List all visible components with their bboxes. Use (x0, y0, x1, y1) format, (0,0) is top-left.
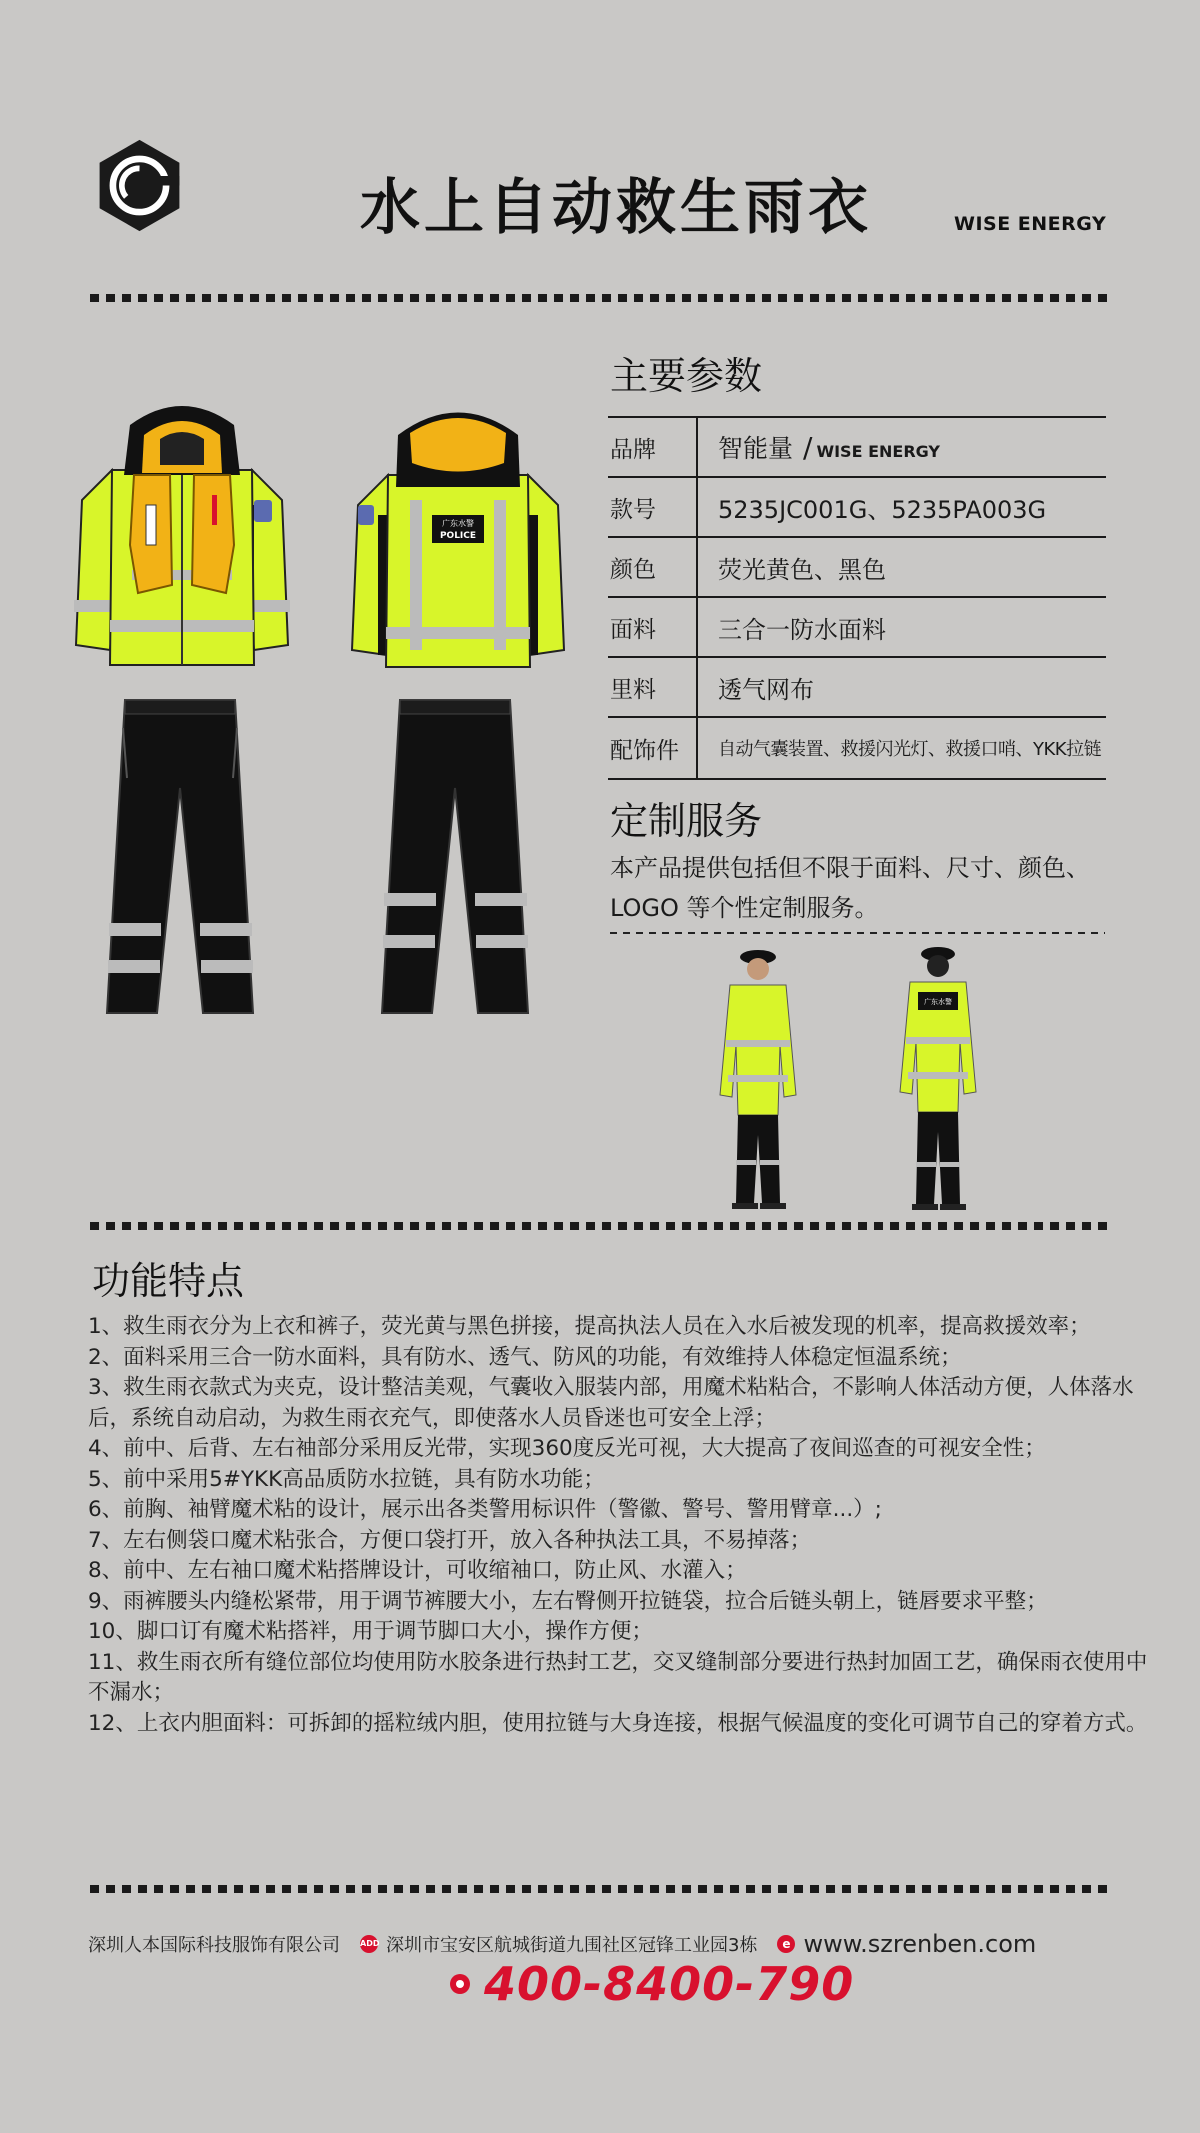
spec-label: 款号 (610, 496, 656, 523)
custom-description (610, 848, 1110, 928)
phone-icon (450, 1974, 470, 1994)
brand-name-cn: 智能量 (718, 434, 794, 463)
spec-value: 三合一防水面料 (718, 615, 886, 644)
feature-item: 6、前胸、袖臂魔术粘的设计，展示出各类警用标识件（警徽、警号、警用臂章...）; (88, 1497, 882, 1522)
features-heading: 功能特点 (92, 1259, 245, 1303)
phone-number[interactable]: 400-8400-790 (484, 1957, 855, 2011)
jacket-back-illustration (348, 405, 568, 670)
spec-row-brand (608, 416, 1106, 476)
spec-row-accessories (608, 716, 1106, 780)
features-list (88, 1312, 1153, 1739)
spec-label: 颜色 (610, 556, 656, 583)
spec-value: 荧光黄色、黑色 (718, 555, 886, 584)
spec-label: 里料 (610, 676, 656, 703)
brand-name-en-small: WISE ENERGY (816, 442, 941, 461)
footer-contact (88, 1930, 1118, 1958)
phone-block (450, 1957, 854, 2011)
divider-top (90, 294, 1110, 302)
web-icon: e (777, 1935, 795, 1953)
brand-name-en: WISE ENERGY (954, 213, 1107, 235)
spec-separator (696, 538, 698, 596)
divider-middle (90, 1222, 1110, 1230)
jacket-front-illustration (72, 395, 292, 670)
address-icon: ADD (360, 1935, 378, 1953)
spec-row-color (608, 536, 1106, 596)
custom-heading: 定制服务 (610, 799, 763, 843)
feature-item: 5、前中采用5#YKK高品质防水拉链，具有防水功能； (88, 1466, 605, 1492)
spec-separator (696, 418, 698, 476)
spec-value: 智能量 / WISE ENERGY (718, 431, 941, 464)
model-back-photo (888, 942, 988, 1217)
model-back-badge: 广东水警 (924, 998, 952, 1006)
params-heading: 主要参数 (610, 354, 763, 398)
feature-item: 7、左右侧袋口魔术粘张合，方便口袋打开，放入各种执法工具，不易掉落； (88, 1527, 812, 1553)
feature-item: 3、救生雨衣款式为夹克，设计整洁美观，气囊收入服装内部，用魔术粘粘合，不影响人体活动方便，人体落水后，系统自动启动，为救生雨衣充气，即使落水人员昏迷也可安全上浮； (88, 1375, 1134, 1431)
spec-separator (696, 718, 698, 778)
spec-label: 配饰件 (610, 737, 679, 764)
spec-row-fabric (608, 596, 1106, 656)
spec-separator (696, 598, 698, 656)
page-title: 水上自动救生雨衣 (360, 173, 872, 243)
back-badge-cn: 广东水警 (442, 519, 474, 528)
pants-front-illustration (105, 698, 255, 1016)
divider-bottom (90, 1885, 1110, 1893)
brand-logo (92, 138, 187, 233)
company-name: 深圳人本国际科技服饰有限公司 (88, 1935, 340, 1956)
back-badge-en: POLICE (439, 531, 477, 541)
feature-item: 8、前中、左右袖口魔术粘搭牌设计，可收缩袖口，防止风、水灌入； (88, 1558, 747, 1583)
divider-custom (610, 932, 1105, 934)
feature-item: 10、脚口订有魔术粘搭袢，用于调节脚口大小，操作方便； (88, 1619, 653, 1644)
feature-item: 9、雨裤腰头内缝松紧带，用于调节裤腰大小，左右臀侧开拉链袋，拉合后链头朝上，链唇要求平整； (88, 1588, 1048, 1614)
spec-separator (696, 658, 698, 716)
spec-value: 透气网布 (718, 675, 814, 704)
company-address: 深圳市宝安区航城街道九围社区冠锋工业园3栋 (386, 1935, 758, 1956)
custom-line-2: LOGO 等个性定制服务。 (610, 894, 879, 922)
feature-item: 12、上衣内胆面料：可拆卸的摇粒绒内胆，使用拉链与大身连接，根据气候温度的变化可调节自己的穿着方式。 (88, 1710, 1148, 1736)
spec-value: 自动气囊装置、救援闪光灯、救援口哨、YKK拉链 (718, 739, 1102, 760)
website-link[interactable]: www.szrenben.com (803, 1930, 1037, 1958)
spec-separator (696, 478, 698, 536)
pants-back-illustration (380, 698, 530, 1016)
spec-label: 面料 (610, 616, 656, 643)
feature-item: 1、救生雨衣分为上衣和裤子，荧光黄与黑色拼接，提高执法人员在入水后被发现的机率，提高救援效率； (88, 1314, 1091, 1339)
feature-item: 4、前中、后背、左右袖部分采用反光带，实现360度反光可视，大大提高了夜间巡查的可视安全性； (88, 1436, 1046, 1461)
spec-row-lining (608, 656, 1106, 716)
feature-item: 11、救生雨衣所有缝位部位均使用防水胶条进行热封工艺，交叉缝制部分要进行热封加固工艺，确保雨衣使用中不漏水； (88, 1649, 1148, 1705)
spec-label: 品牌 (610, 436, 656, 463)
custom-line-1: 本产品提供包括但不限于面料、尺寸、颜色、 (610, 854, 1090, 882)
feature-item: 2、面料采用三合一防水面料，具有防水、透气、防风的功能，有效维持人体稳定恒温系统； (88, 1344, 962, 1370)
spec-row-style-no (608, 476, 1106, 536)
spec-value: 5235JC001G、5235PA003G (718, 495, 1047, 524)
spec-table (608, 416, 1106, 780)
model-front-photo (708, 945, 808, 1215)
